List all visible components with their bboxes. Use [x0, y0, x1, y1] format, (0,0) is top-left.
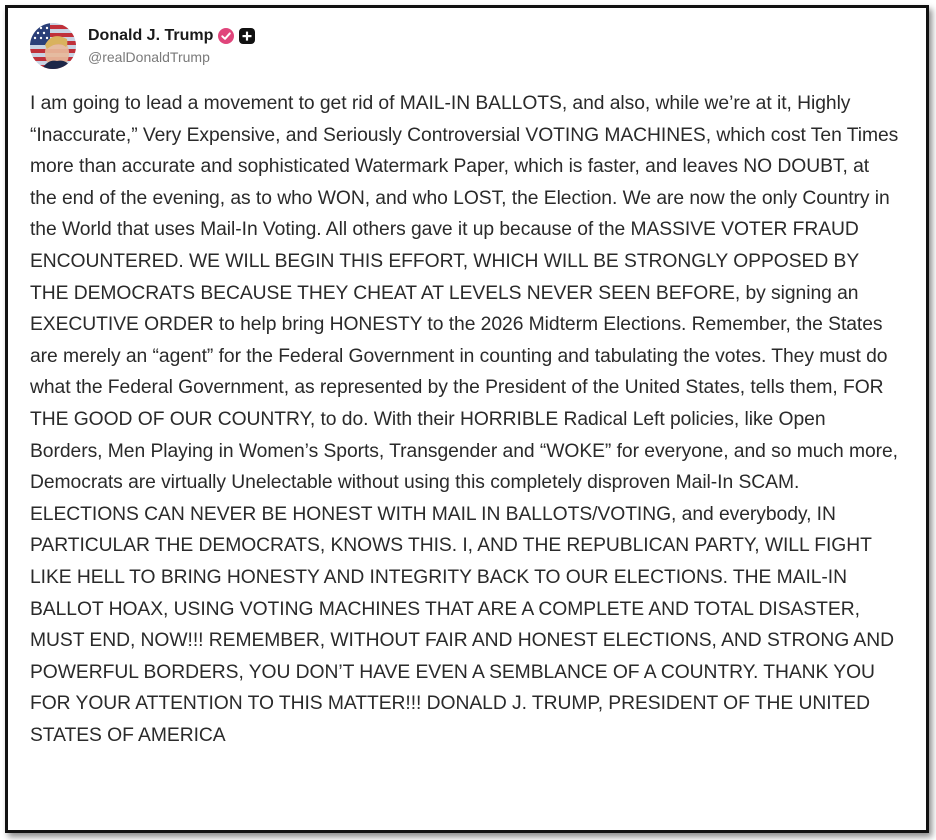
- plus-badge-icon: [239, 28, 255, 44]
- author-meta: [88, 26, 255, 66]
- post-body-text: I am going to lead a movement to get rid of MAIL-IN BALLOTS, and also, while we’re at it, Highly “Inaccurate,” Very Expensive, and Seriously Controversial VOTING MACHINES, which cost Ten Times more than accurate and sophisticated Watermark Paper, which is faster, and leaves NO DOUBT, at the end of the evening, as to who WON, and who LOST, the Election. We are now the only Country in the World that uses Mail-In Voting. All others gave it up because of the MASSIVE VOTER FRAUD ENCOUNTERED. WE WILL BEGIN THIS EFFORT, WHICH WILL BE STRONGLY OPPOSED BY THE DEMOCRATS BECAUSE THEY CHEAT AT LEVELS NEVER SEEN BEFORE, by signing an EXECUTIVE ORDER to help bring HONESTY to the 2026 Midterm Elections. Remember, the States are merely an “agent” for the Federal Government in counting and tabulating the votes. They must do what the Federal Government, as represented by the President of the United States, tells them, FOR THE GOOD OF OUR COUNTRY, to do. With their HORRIBLE Radical Left policies, like Open Borders, Men Playing in Women’s Sports, Transgender and “WOKE” for everyone, and so much more, Democrats are virtually Unelectable without using this completely disproven Mail-In SCAM. ELECTIONS CAN NEVER BE HONEST WITH MAIL IN BALLOTS/VOTING, and everybody, IN PARTICULAR THE DEMOCRATS, KNOWS THIS. I, AND THE REPUBLICAN PARTY, WILL FIGHT LIKE HELL TO BRING HONESTY AND INTEGRITY BACK TO OUR ELECTIONS. THE MAIL-IN BALLOT HOAX, USING VOTING MACHINES THAT ARE A COMPLETE AND TOTAL DISASTER, MUST END, NOW!!! REMEMBER, WITHOUT FAIR AND HONEST ELECTIONS, AND STRONG AND POWERFUL BORDERS, YOU DON’T HAVE EVEN A SEMBLANCE OF A COUNTRY. THANK YOU FOR YOUR ATTENTION TO THIS MATTER!!! DONALD J. TRUMP, PRESIDENT OF THE UNITED STATES OF AMERICA: [30, 93, 899, 746]
- author-name-row: [88, 26, 255, 46]
- post: [30, 18, 916, 751]
- author-name[interactable]: Donald J. Trump: [88, 27, 214, 44]
- author-handle[interactable]: @realDonaldTrump: [88, 49, 210, 65]
- post-header: [30, 18, 916, 74]
- post-card: [5, 5, 929, 833]
- verified-badge-icon: [218, 28, 234, 44]
- avatar[interactable]: [30, 23, 76, 69]
- flag-portrait-avatar-icon: [30, 23, 76, 69]
